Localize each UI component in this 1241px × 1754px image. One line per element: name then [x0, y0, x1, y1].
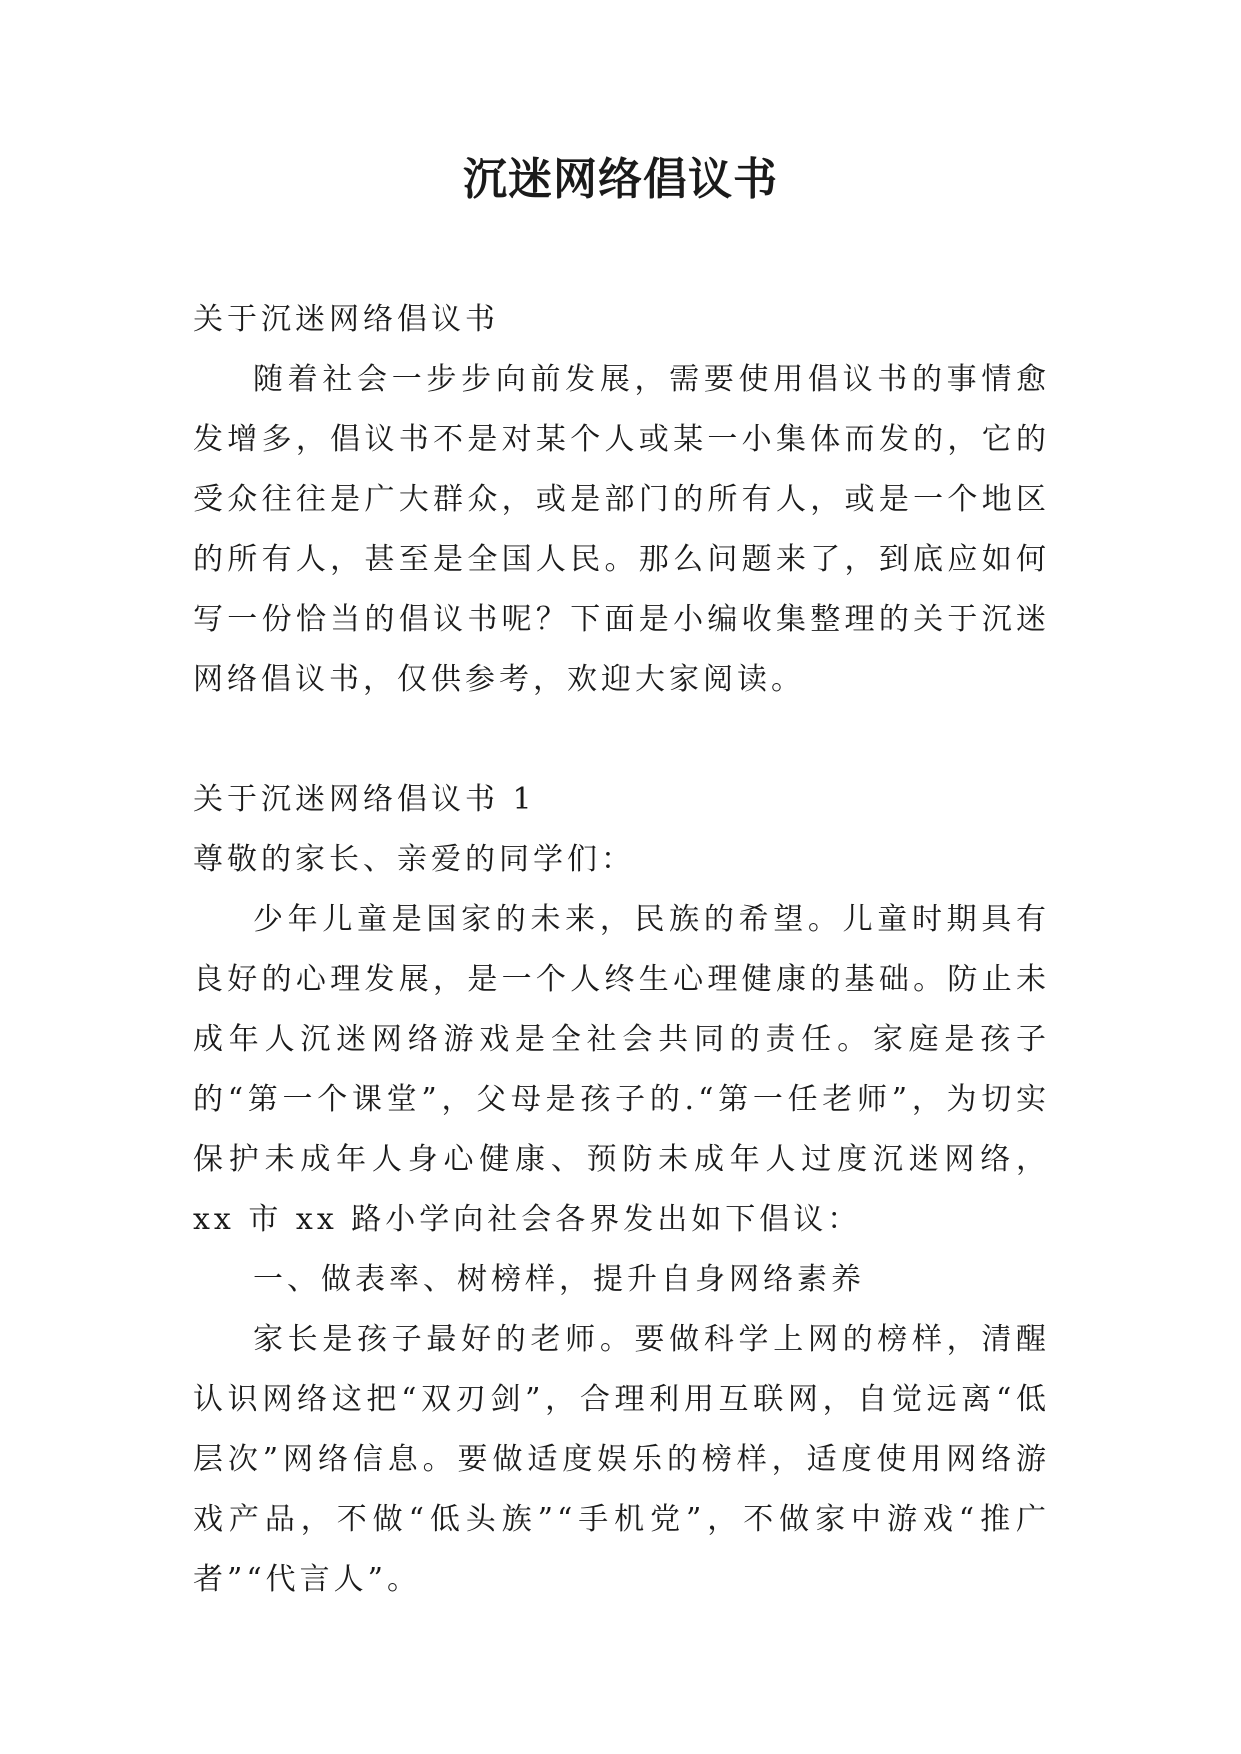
- point-1-heading: 一、做表率、树榜样，提升自身网络素养: [253, 1262, 865, 1297]
- section-gap: [193, 710, 1050, 770]
- body-paragraph-1: 少年儿童是国家的未来，民族的希望。儿童时期具有良好的心理发展，是一个人终生心理健康的基础。防止未成年人沉迷网络游戏是全社会共同的责任。家庭是孩子的“第一个课堂”，父母是孩子的.“第一任老师”，为切实保护未成年人身心健康、预防未成年人过度沉迷网络，xx 市 xx 路小学向社会各界发出如下倡议：: [193, 902, 1050, 1237]
- section-heading: 关于沉迷网络倡议书 1: [193, 782, 536, 817]
- document-body: [193, 290, 1050, 1610]
- body-paragraph-2: 家长是孩子最好的老师。要做科学上网的榜样，清醒认识网络这把“双刃剑”，合理利用互联网，自觉远离“低层次”网络信息。要做适度娱乐的榜样，适度使用网络游戏产品，不做“低头族”“手机党”，不做家中游戏“推广者”“代言人”。: [193, 1322, 1050, 1597]
- intro-heading: 关于沉迷网络倡议书: [193, 302, 499, 337]
- intro-paragraph: 随着社会一步步向前发展，需要使用倡议书的事情愈发增多，倡议书不是对某个人或某一小集体而发的，它的受众往往是广大群众，或是部门的所有人，或是一个地区的所有人，甚至是全国人民。那么问题来了，到底应如何写一份恰当的倡议书呢？下面是小编收集整理的关于沉迷网络倡议书，仅供参考，欢迎大家阅读。: [193, 362, 1050, 697]
- document-title: 沉迷网络倡议书: [463, 154, 778, 205]
- salutation: 尊敬的家长、亲爱的同学们：: [193, 842, 635, 877]
